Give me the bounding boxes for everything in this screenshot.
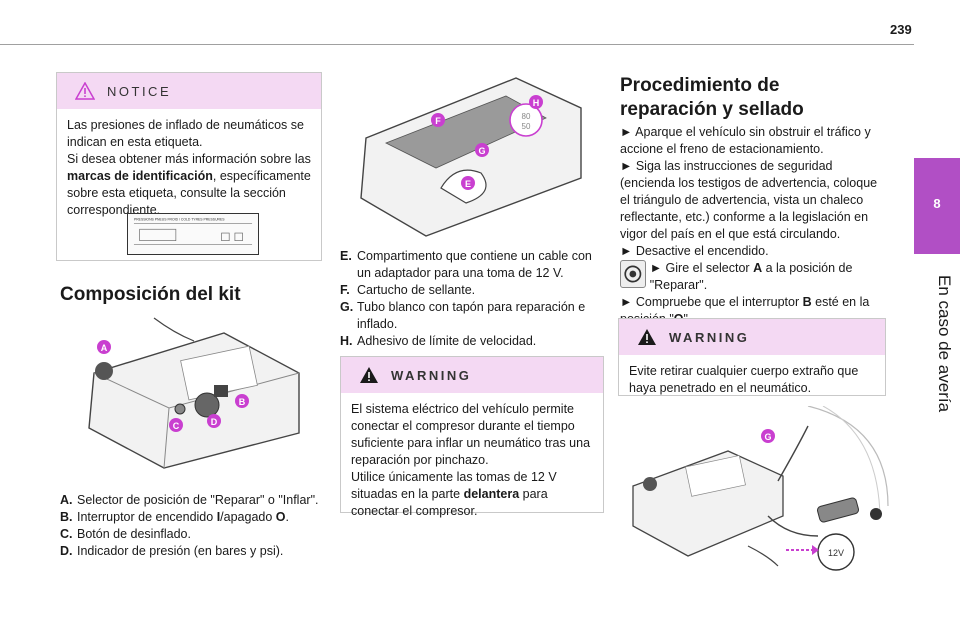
repair-mode-icon <box>620 260 646 288</box>
warning-triangle-outline-icon <box>75 82 95 100</box>
warning-box-foreign-body <box>618 318 886 396</box>
socket-label-12v: 12V <box>827 548 845 558</box>
cartridge-legend <box>340 248 604 350</box>
procedure-step-4: ► Gire el selector A a la posición de "Reparar". <box>620 260 890 294</box>
procedure-steps <box>620 124 890 328</box>
cartridge-label-e <box>461 176 475 190</box>
svg-text:A: A <box>100 343 108 353</box>
kit-legend <box>60 492 322 560</box>
speed-sticker-80: 80 <box>521 112 531 121</box>
legend-item-c: C. Botón de desinflado. <box>60 527 191 541</box>
warning-box-electrical <box>340 356 604 518</box>
tyre-pressure-label-image <box>127 213 259 255</box>
kit-label-b <box>235 394 249 408</box>
legend-item-a: A. Selector de posición de "Reparar" o "Inflar". <box>60 493 319 507</box>
kit-label-c <box>169 418 183 432</box>
warning-1-text-2: Utilice únicamente las tomas de 12 V situadas en la parte delantera para conectar el compresor. <box>351 470 557 518</box>
procedure-step-5: ► Compruebe que el interruptor B esté en la <box>620 295 870 309</box>
warning-title-2: WARNING <box>669 329 750 345</box>
legend-item-h: H. Adhesivo de límite de velocidad. <box>340 334 537 348</box>
header-divider <box>0 44 914 45</box>
notice-box <box>56 72 322 261</box>
chapter-side-tab <box>914 44 960 640</box>
procedure-title: Procedimiento de reparación y sellado <box>620 75 804 120</box>
legend-item-e: E. Compartimento que contiene un cable con un adaptador para una toma de 12 V. <box>340 249 592 280</box>
cartridge-label-g <box>475 143 489 157</box>
warning-title-1: WARNING <box>391 367 472 383</box>
notice-text-2: Si desea obtener más información sobre las marcas de identificación, específicamente sobre esta etiqueta, consulte la sección correspondiente. <box>67 152 311 217</box>
procedure-step-1: ► Aparque el vehículo sin obstruir el tráfico y accione el freno de estacionamiento. <box>620 125 871 156</box>
chapter-title: En caso de avería <box>935 275 954 413</box>
compressor-kit-illustration <box>74 313 312 473</box>
procedure-step-2: ► Siga las instrucciones de seguridad (encienda los testigos de advertencia, coloque el triángulo de advertencia, vista un chaleco reflectante, etc.) conforme a la legislación en vigor del país en el que está circulando. <box>620 159 878 241</box>
notice-text-1: Las presiones de inflado de neumáticos se indican en esta etiqueta. <box>67 118 304 149</box>
warning-2-text: Evite retirar cualquier cuerpo extraño que haya penetrado en el neumático. <box>629 364 859 395</box>
svg-text:D: D <box>210 417 218 427</box>
svg-text:G: G <box>764 432 772 442</box>
legend-item-f: F. Cartucho de sellante. <box>340 283 476 297</box>
compressor-connection-illustration <box>618 406 894 574</box>
svg-text:C: C <box>172 421 180 431</box>
speed-sticker-50: 50 <box>521 122 531 131</box>
cartridge-label-h <box>529 95 543 109</box>
warning-body-1 <box>341 393 603 528</box>
svg-text:F: F <box>435 116 441 126</box>
sealant-cartridge-illustration <box>346 68 594 238</box>
chapter-number: 8 <box>914 158 960 254</box>
svg-text:H: H <box>532 98 540 108</box>
warning-body-2 <box>619 355 885 405</box>
notice-title: NOTICE <box>107 83 172 99</box>
kit-section-title: Composición del kit <box>60 284 241 305</box>
warning-header-1 <box>341 357 603 393</box>
label-image-caption: PRESSIONS PNEUS FROID / COLD TYRES PRESSURES <box>133 217 225 222</box>
notice-header <box>57 73 321 109</box>
legend-item-g: G. Tubo blanco con tapón para reparación e inflado. <box>340 300 586 331</box>
connection-label-g <box>761 429 775 443</box>
svg-text:G: G <box>478 146 486 156</box>
svg-text:B: B <box>238 397 246 407</box>
warning-triangle-icon <box>637 328 657 346</box>
kit-label-d <box>207 414 221 428</box>
legend-item-d: D. Indicador de presión (en bares y psi). <box>60 544 284 558</box>
cartridge-label-f <box>431 113 445 127</box>
warning-triangle-icon <box>359 366 379 384</box>
legend-item-b: B. Interruptor de encendido I/apagado O. <box>60 510 289 524</box>
warning-1-text-1: El sistema eléctrico del vehículo permite conectar el compresor durante el tiempo suficiente para inflar un neumático tras una reparación por pinchazo. <box>351 402 591 467</box>
svg-text:E: E <box>464 179 472 189</box>
kit-label-a <box>97 340 111 354</box>
warning-header-2 <box>619 319 885 355</box>
notice-body <box>57 109 321 227</box>
page-number: 239 <box>890 22 912 37</box>
procedure-step-3: ► Desactive el encendido. <box>620 244 769 258</box>
